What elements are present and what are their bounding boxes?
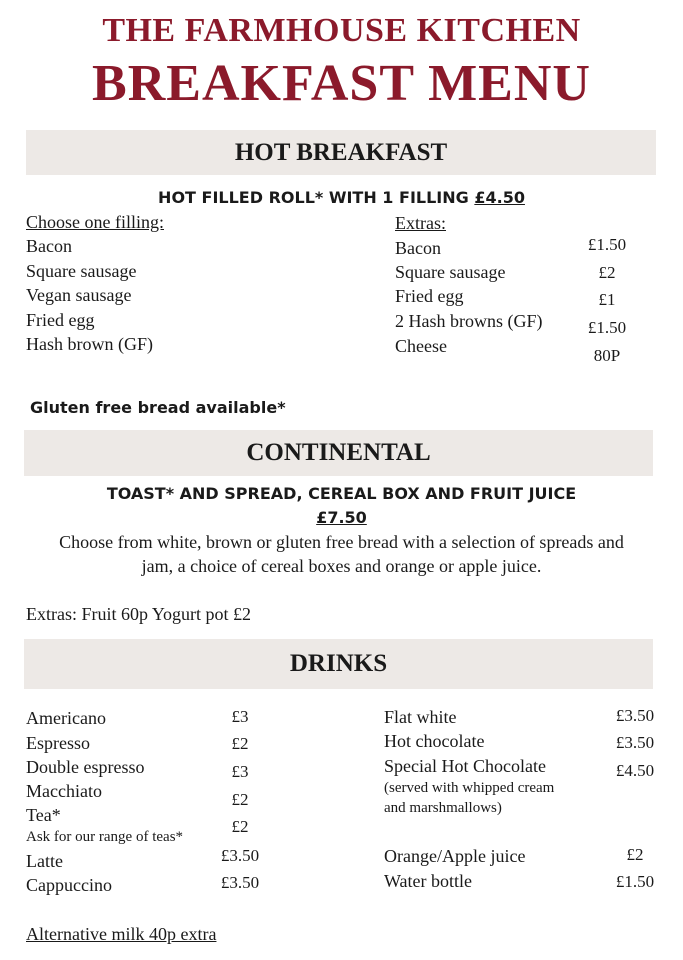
drink-price: £3.50 [220,846,260,865]
extra-price: 80P [593,346,621,365]
drink-item: Orange/Apple juice [384,846,526,866]
drink-price: £3.50 [615,733,655,752]
extra-item: Bacon [395,238,441,258]
drink-price: £2 [231,817,249,836]
drink-item: Americano [26,708,106,728]
section-heading-drinks: DRINKS [24,639,653,689]
roll-offer [0,188,683,207]
section-heading-continental: CONTINENTAL [24,430,653,476]
drink-price: £3 [231,762,249,781]
drink-item: Espresso [26,733,90,753]
extra-price: £2 [598,263,616,282]
drink-item: Hot chocolate [384,731,485,751]
drink-item: Cappuccino [26,875,112,895]
continental-price: £7.50 [316,508,367,527]
extra-item: Cheese [395,336,447,356]
special-chocolate-note-line1: (served with whipped cream [384,780,555,796]
drink-item: Water bottle [384,871,473,891]
extra-item: Fried egg [395,286,464,306]
continental-description-line1: Choose from white, brown or gluten free bread with a selection of spreads and [59,532,624,552]
roll-offer-text: HOT FILLED ROLL* WITH 1 FILLING [158,188,469,207]
continental-description-line2: jam, a choice of cereal boxes and orange or apple juice. [141,556,542,576]
extra-price: £1.50 [587,318,627,337]
filling-item: Hash brown (GF) [26,334,153,354]
drink-item: Latte [26,851,63,871]
extra-price: £1.50 [587,235,627,254]
restaurant-name: THE FARMHOUSE KITCHEN [102,12,581,49]
filling-item: Bacon [26,236,72,256]
filling-item: Vegan sausage [26,285,132,305]
drink-item: Flat white [384,707,457,727]
drink-item: Double espresso [26,757,145,777]
drink-item: Macchiato [26,781,102,801]
fillings-label: Choose one filling: [26,212,164,232]
drink-item: Tea* [26,805,61,825]
drink-item: Special Hot Chocolate [384,756,546,776]
filling-item: Fried egg [26,310,95,330]
drink-price: £2 [626,845,644,864]
extra-item: 2 Hash browns (GF) [395,311,543,331]
drink-price: £4.50 [615,761,655,780]
continental-subheading: TOAST* AND SPREAD, CEREAL BOX AND FRUIT JUICE [106,484,577,503]
filling-item: Square sausage [26,261,137,281]
continental-extras: Extras: Fruit 60p Yogurt pot £2 [26,604,252,624]
roll-offer-price: £4.50 [474,188,525,207]
menu-title: BREAKFAST MENU [92,55,591,112]
extra-price: £1 [598,290,616,309]
section-heading-hot-breakfast: HOT BREAKFAST [26,130,656,175]
drink-price: £2 [231,790,249,809]
drink-price: £3.50 [615,706,655,725]
drink-price: £2 [231,734,249,753]
drink-price: £3 [231,707,249,726]
extras-label: Extras: [395,213,446,233]
drink-price: £3.50 [220,873,260,892]
tea-range-note: Ask for our range of teas* [26,829,184,845]
special-chocolate-note-line2: and marshmallows) [384,800,502,816]
drink-price: £1.50 [615,872,655,891]
gluten-free-note: Gluten free bread available* [30,398,286,417]
extra-item: Square sausage [395,262,506,282]
alternative-milk-note: Alternative milk 40p extra [26,924,217,944]
